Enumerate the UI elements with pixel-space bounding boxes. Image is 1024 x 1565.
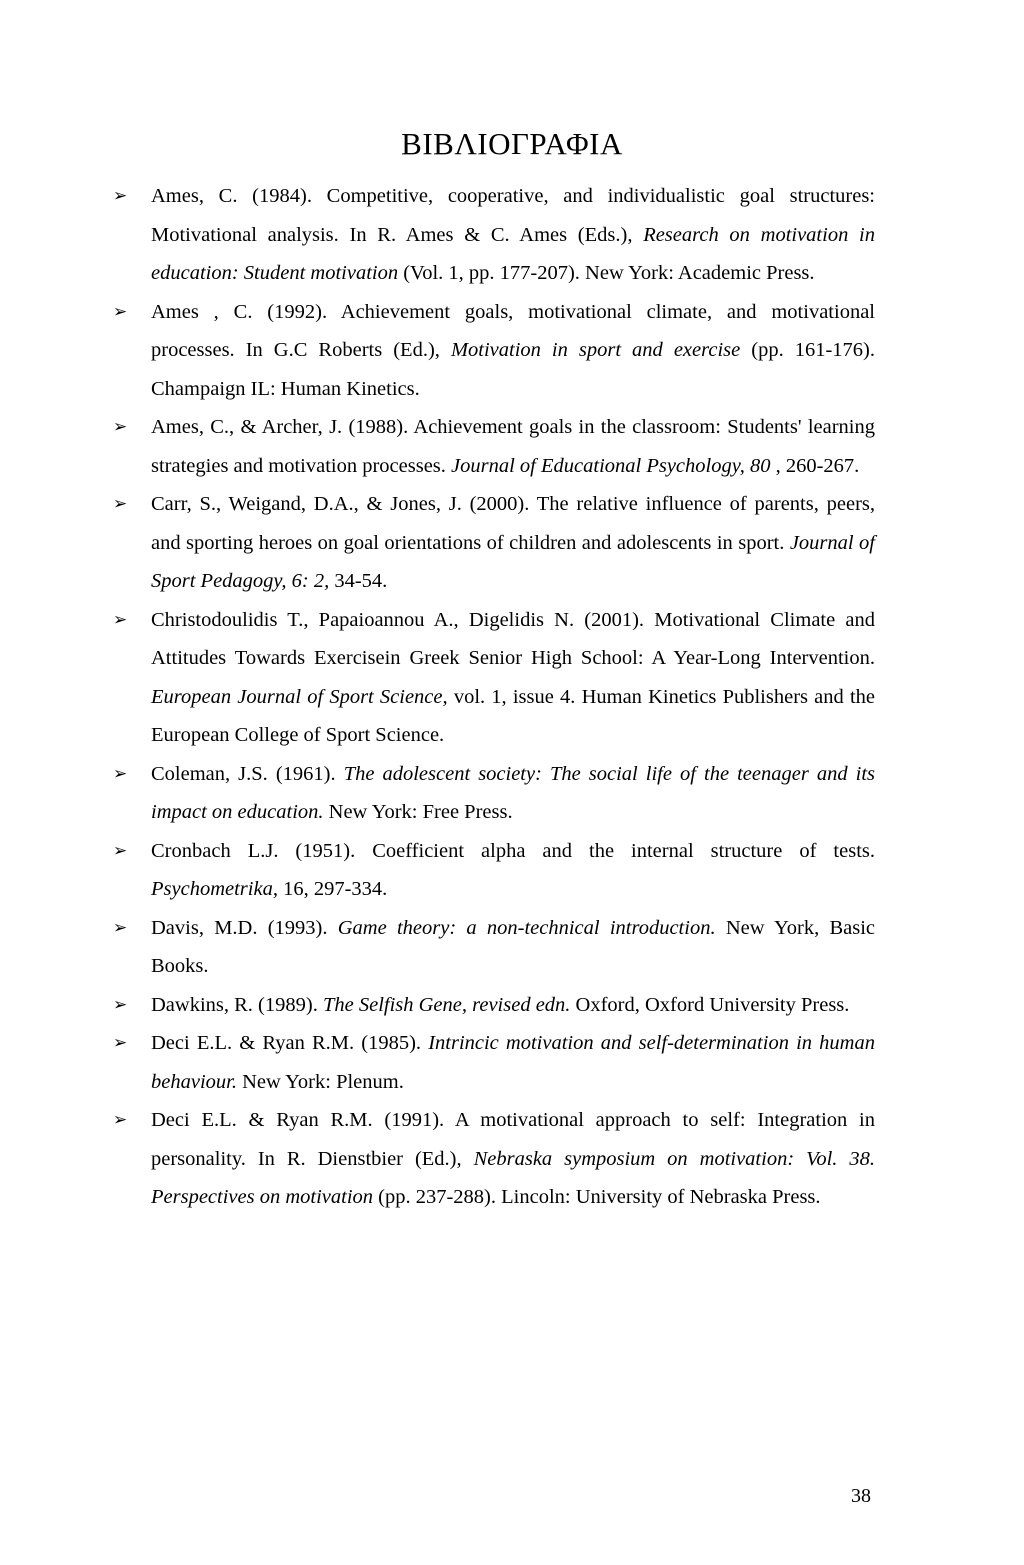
reference-title-italic: Journal of Educational Psychology, 80 bbox=[451, 454, 771, 477]
page-title: ΒΙΒΛΙΟΓΡΑΦΙΑ bbox=[401, 126, 623, 161]
reference-text: Deci E.L. & Ryan R.M. (1985). bbox=[151, 1032, 429, 1054]
reference-text: New York, Basic Books. bbox=[151, 916, 876, 977]
reference-text: Carr, S., Weigand, D.A., & Jones, J. (2000). The relative influence of parents, peers, and sporting heroes on goal orientations of children and adolescents in sport. bbox=[151, 493, 875, 554]
reference-item bbox=[113, 177, 875, 293]
reference-text: Davis, M.D. (1993). bbox=[151, 916, 338, 939]
reference-item bbox=[113, 909, 875, 986]
reference-text: New York: Plenum. bbox=[236, 1070, 404, 1093]
reference-text: Ames , C. (1992). Achievement goals, motivational climate, and motivational processes. In G.C Roberts (Ed.), bbox=[151, 300, 875, 361]
reference-title-italic: Psychometrika, bbox=[151, 878, 278, 900]
reference-text: New York: Free Press. bbox=[323, 801, 513, 823]
reference-text: (pp. 237-288). Lincoln: University of Nebraska Press. bbox=[373, 1186, 821, 1208]
arrow-bullet-icon: ➢ bbox=[113, 840, 128, 861]
reference-text: Ames, C., & Archer, J. (1988). Achievement goals in the classroom: Students' learning strategies and motivation processes. bbox=[151, 416, 875, 477]
reference-item bbox=[113, 601, 875, 755]
reference-title-italic: Game theory: a non-technical introduction. bbox=[337, 916, 716, 939]
reference-text: Coleman, J.S. (1961). bbox=[151, 762, 344, 785]
reference-title-italic: Research on motivation in education: Student motivation bbox=[151, 223, 875, 284]
reference-item bbox=[113, 408, 875, 485]
reference-list bbox=[113, 177, 875, 1217]
arrow-bullet-icon: ➢ bbox=[113, 917, 128, 938]
reference-title-italic: Journal of Sport Pedagogy, 6: 2, bbox=[151, 531, 876, 592]
reference-title-italic: European Journal of Sport Science, bbox=[151, 685, 448, 708]
reference-item bbox=[113, 832, 875, 909]
reference-text: Ames, C. (1984). Competitive, cooperative, and individualistic goal structures: Motivational analysis. In R. Ames & C. Ames (Eds.), bbox=[151, 185, 875, 246]
reference-text: (Vol. 1, pp. 177-207). New York: Academic Press. bbox=[398, 262, 815, 284]
reference-text: (pp. 161-176). Champaign IL: Human Kinetics. bbox=[151, 339, 875, 400]
reference-item bbox=[113, 1101, 875, 1217]
reference-text: Dawkins, R. (1989). bbox=[151, 993, 323, 1016]
reference-text: 16, 297-334. bbox=[277, 878, 388, 900]
reference-text: Cronbach L.J. (1951). Coefficient alpha and the internal structure of tests. bbox=[151, 839, 875, 862]
reference-title-italic: Motivation in sport and exercise bbox=[450, 339, 741, 361]
reference-item bbox=[113, 485, 875, 601]
reference-text: vol. 1, issue 4. Human Kinetics Publishers and the European College of Sport Science. bbox=[151, 685, 875, 746]
reference-text: Deci E.L. & Ryan R.M. (1991). A motivational approach to self: Integration in personality. In R. Dienstbier (Ed.), bbox=[151, 1109, 875, 1170]
arrow-bullet-icon: ➢ bbox=[113, 417, 128, 437]
reference-text: 34-54. bbox=[329, 570, 388, 592]
arrow-bullet-icon: ➢ bbox=[113, 1110, 128, 1130]
reference-text: Christodoulidis T., Papaioannou A., Digelidis N. (2001). Motivational Climate and Attitudes Towards Exercisein Greek Senior High School: A Year-Long Intervention. bbox=[151, 608, 875, 669]
arrow-bullet-icon: ➢ bbox=[113, 994, 128, 1015]
page-number: 38 bbox=[851, 1485, 871, 1507]
reference-title-italic: The Selfish Gene, revised edn. bbox=[322, 993, 571, 1016]
reference-title-italic: Nebraska symposium on motivation: Vol. 38. Perspectives on motivation bbox=[151, 1147, 875, 1208]
arrow-bullet-icon: ➢ bbox=[113, 763, 128, 784]
reference-item bbox=[113, 1024, 875, 1101]
reference-title-italic: The adolescent society: The social life of the teenager and its impact on education. bbox=[151, 762, 876, 823]
reference-item bbox=[113, 755, 875, 832]
arrow-bullet-icon: ➢ bbox=[113, 609, 128, 630]
reference-text: , 260-267. bbox=[770, 454, 860, 477]
arrow-bullet-icon: ➢ bbox=[113, 494, 128, 514]
reference-text: Oxford, Oxford University Press. bbox=[570, 993, 850, 1016]
arrow-bullet-icon: ➢ bbox=[113, 1033, 128, 1053]
reference-item bbox=[113, 986, 875, 1025]
reference-title-italic: Intrincic motivation and self-determination in human behaviour. bbox=[151, 1032, 875, 1093]
arrow-bullet-icon: ➢ bbox=[113, 301, 128, 322]
arrow-bullet-icon: ➢ bbox=[113, 186, 128, 206]
reference-item bbox=[113, 293, 875, 409]
